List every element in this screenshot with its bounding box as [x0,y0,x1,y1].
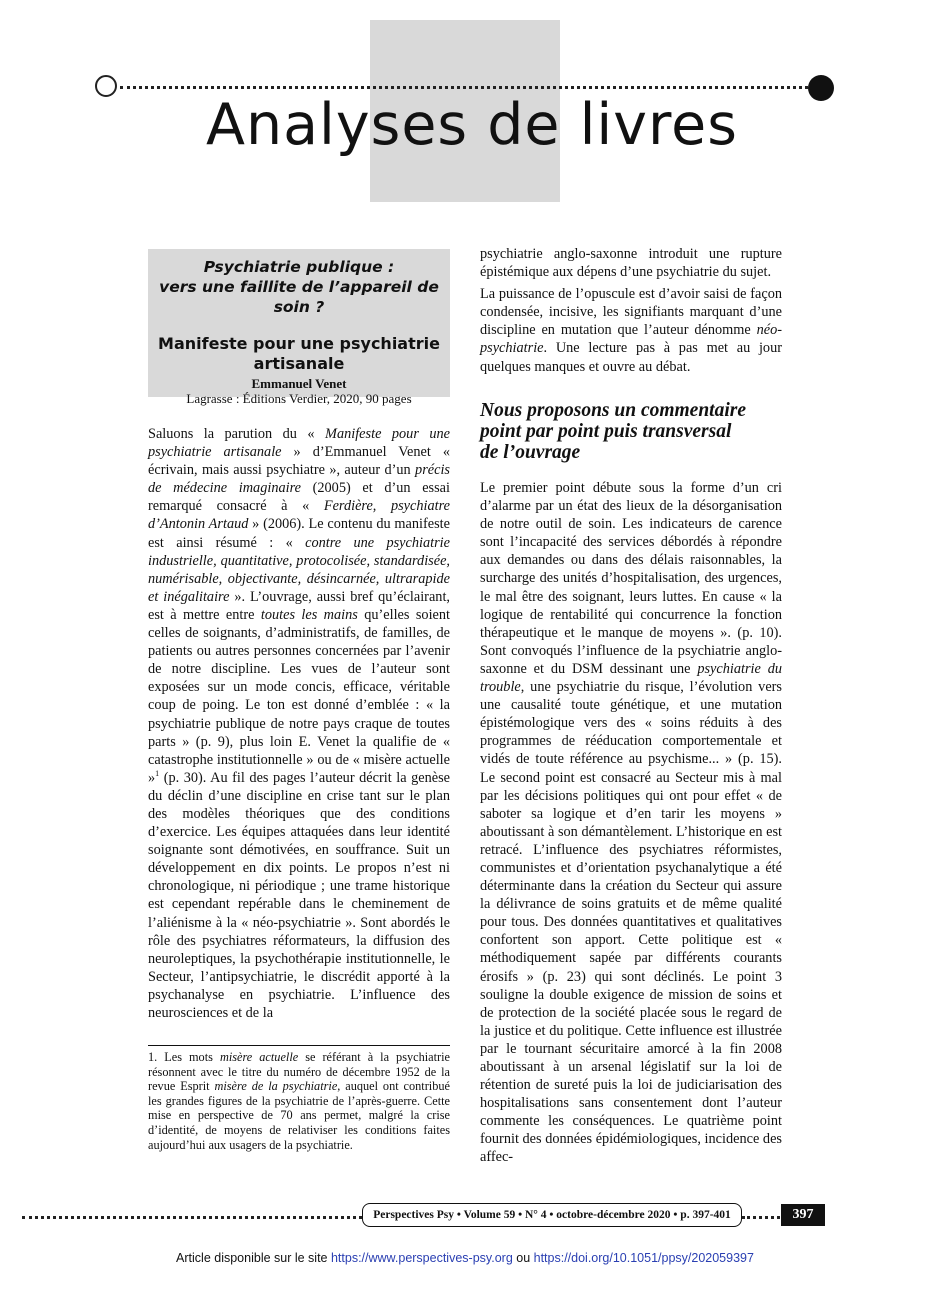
footnote-marker: 1 [155,769,160,779]
text-run: se référant à la psychiatrie résonnent avec le titre du numéro de décembre 1952 de la revue Esprit [148,1050,451,1094]
left-column [148,425,450,1022]
review-topic-line: Psychiatrie publique : [203,258,395,276]
text-run: . Une lecture pas à pas met au jour quelques manques et ouvre au débat. [480,340,782,375]
paragraph: psychiatrie anglo-saxonne introduit une rupture épistémique aux dépens d’une psychiatrie du sujet. [480,246,782,281]
text-run: qu’elles soient celles de soignants, d’administratifs, de familles, de patients ou autres personnes concernées par l’avenir de notre discipline. Les vues de l’auteur sont exposées sur un mode concis, efficace, véritable coup de poing. Le ton est donné d’emblée : « la psychiatrie publique de notre pays craque de toutes parts » (p. 9), plus loin E. Venet la qualifie de « catastrophe institutionnelle » ou de « misère actuelle » [148,606,451,786]
subheading-line: point par point puis transversal [480,421,732,442]
availability-text: Article disponible sur le site [176,1251,331,1265]
availability-notice [0,1250,930,1266]
subheading-line: de l’ouvrage [480,442,581,463]
text-run: 1. Les mots [148,1050,220,1064]
text-run: , une psychiatrie du risque, l’évolution vers une causalité toute génétique, et une mutation épistémologique vers des « soins réduits à des programmes de rééducation comportementale et vidés de toute référence au psychisme... » (p. 15). Le second point est consacré au Secteur mis à mal par les décisions politiques qui ont pour effet « de saboter sa logique et d’en tarir les moyens » aboutissant à son démantèlement. L’historique en est retracé. L’influence des psychiatres réformistes, communistes et d’orientation psychanalytique a été déterminante dans la création du Secteur qui assure la délivrance de soins gratuits et de même qualité pour tous. Des données quantitatives et qualitatives confortent son apport. Cette politique est « méthodiquement sapée par différents courants érosifs » (p. 23) qui sont déclinés. Le point 3 souligne la double exigence de mission de soins et de protection de la société placée sous le regard de la justice et du politique. Cette influence est illustrée par le tournant sécuritaire amorcé à la fin 2008 aboutissant à un arsenal législatif sur la loi de rétention de sureté puis la loi de judiciarisation des hospitalisations sans consentement dont l’auteur commente les conséquences. Le quatrième point fournit des données épidémiologiques, incidence des affec- [480,679,782,1166]
italic-run: psychiatrie du trouble [480,660,783,696]
page-number: 397 [781,1204,825,1226]
text-run: Le premier point débute sous la forme d’un cri d’alarme par un état des lieux de la désorganisation de notre outil de soin. Les indicateurs de carence sont l’incapacité des services débordés à répondre aux demandes ou dans des délais raisonnables, la surcharge des unités d’hospitalisation, des urgences, le mal être des soignant, leurs luttes. En cause « la logique de rentabilité qui concurrence la fonction thérapeutique et le manque de moyens ». (p. 10). Sont convoqués l’influence de la psychiatrie anglo-saxonne et du DSM dessinant une [480,480,782,677]
footnote-rule [148,1045,450,1046]
subheading [480,400,782,463]
italic-run: toutes les mains [260,606,358,623]
availability-text: ou [512,1251,534,1265]
header-dotted-rule [120,86,808,89]
italic-run: misère actuelle [219,1050,299,1064]
text-run: (p. 30). Au fil des pages l’auteur décrit la genèse du déclin d’une discipline en crise tant sur le plan des modèles théoriques que des conditions d’exercice. Les équipes attaquées dans leur identité soignante sont démotivées, en souffrance. Suit un développement en dix points. Le propos n’est ni chronologique, ni périodique ; une trame historique est cependant repérable dans le cheminement de l’aliénisme à la « néo-psychiatrie ». Sont abordés le rôle des psychiatres réformateurs, la diffusion des neuroleptiques, la psychothérapie institutionnelle, le Secteur, l’antipsychiatrie, le discrédit apporté à la psychanalyse en psychiatrie. L’influence des neurosciences et de la [148,769,450,1021]
text-run: » (2006). Le contenu du manifeste est ainsi résumé : « [148,516,450,551]
footer-dotted-rule [742,1216,780,1219]
text-run: , auquel ont contribué les grandes figures de la psychiatrie de l’après-guerre. Cette mise en perspective de 70 ans permet, malgré la crise d’identité, de moyens de relativiser les conditions faites aujourd’hui aux usagers de la psychiatrie. [148,1079,450,1152]
review-info-box [148,249,450,406]
text-run: » d’Emmanuel Venet « écrivain, mais aussi psychiatre », auteur d’un [148,444,450,479]
paragraph [480,285,782,375]
footnote [148,1050,450,1152]
book-title-line: artisanale [253,354,345,373]
text-run: ». L’ouvrage, aussi bref qu’éclairant, est à mettre entre [148,588,450,623]
paragraph [480,479,782,1167]
text-run: (2005) et d’un essai remarqué consacré à « [148,480,450,515]
filled-circle-icon [808,75,834,101]
italic-run: néo-psychiatrie [480,322,782,357]
book-title-line: Manifeste pour une psychiatrie [158,334,440,353]
italic-run: précis de médecine imaginaire [148,462,450,497]
italic-run: Manifeste pour une psychiatrie artisanale [148,426,450,461]
review-topic [148,257,450,317]
italic-run: Ferdière, psychiatre d’Antonin Artaud [148,498,450,533]
open-circle-icon [95,75,117,97]
italic-run: contre une psychiatrie industrielle, quantitative, protocolisée, standardisée, numérisable, objectivante, désincarnée, ultrarapide et inégalitaire [148,534,450,605]
section-title: Analyses de livres [206,92,738,158]
subheading-line: Nous proposons un commentaire [480,400,747,421]
right-column-main [480,479,782,1167]
right-column-top [480,245,782,376]
italic-run: misère de la psychiatrie [214,1079,338,1094]
journal-reference: Perspectives Psy • Volume 59 • N° 4 • octobre-décembre 2020 • p. 397-401 [362,1203,742,1227]
footer-dotted-rule [22,1216,362,1219]
text-run: La puissance de l’opuscule est d’avoir saisi de façon condensée, incisive, les signifiants marquant d’une discipline en mutation que l’auteur dénomme [480,286,782,339]
book-title [148,334,450,374]
review-topic-line: vers une faillite de l’appareil de soin ? [159,278,439,316]
text-run: Saluons la parution du « [148,426,326,442]
doi-link[interactable]: https://doi.org/10.1051/ppsy/202059397 [533,1251,754,1265]
paragraph [148,425,450,1022]
site-link[interactable]: https://www.perspectives-psy.org [330,1251,513,1265]
book-publisher: Lagrasse : Éditions Verdier, 2020, 90 pages [186,391,412,406]
book-author: Emmanuel Venet [251,376,347,391]
